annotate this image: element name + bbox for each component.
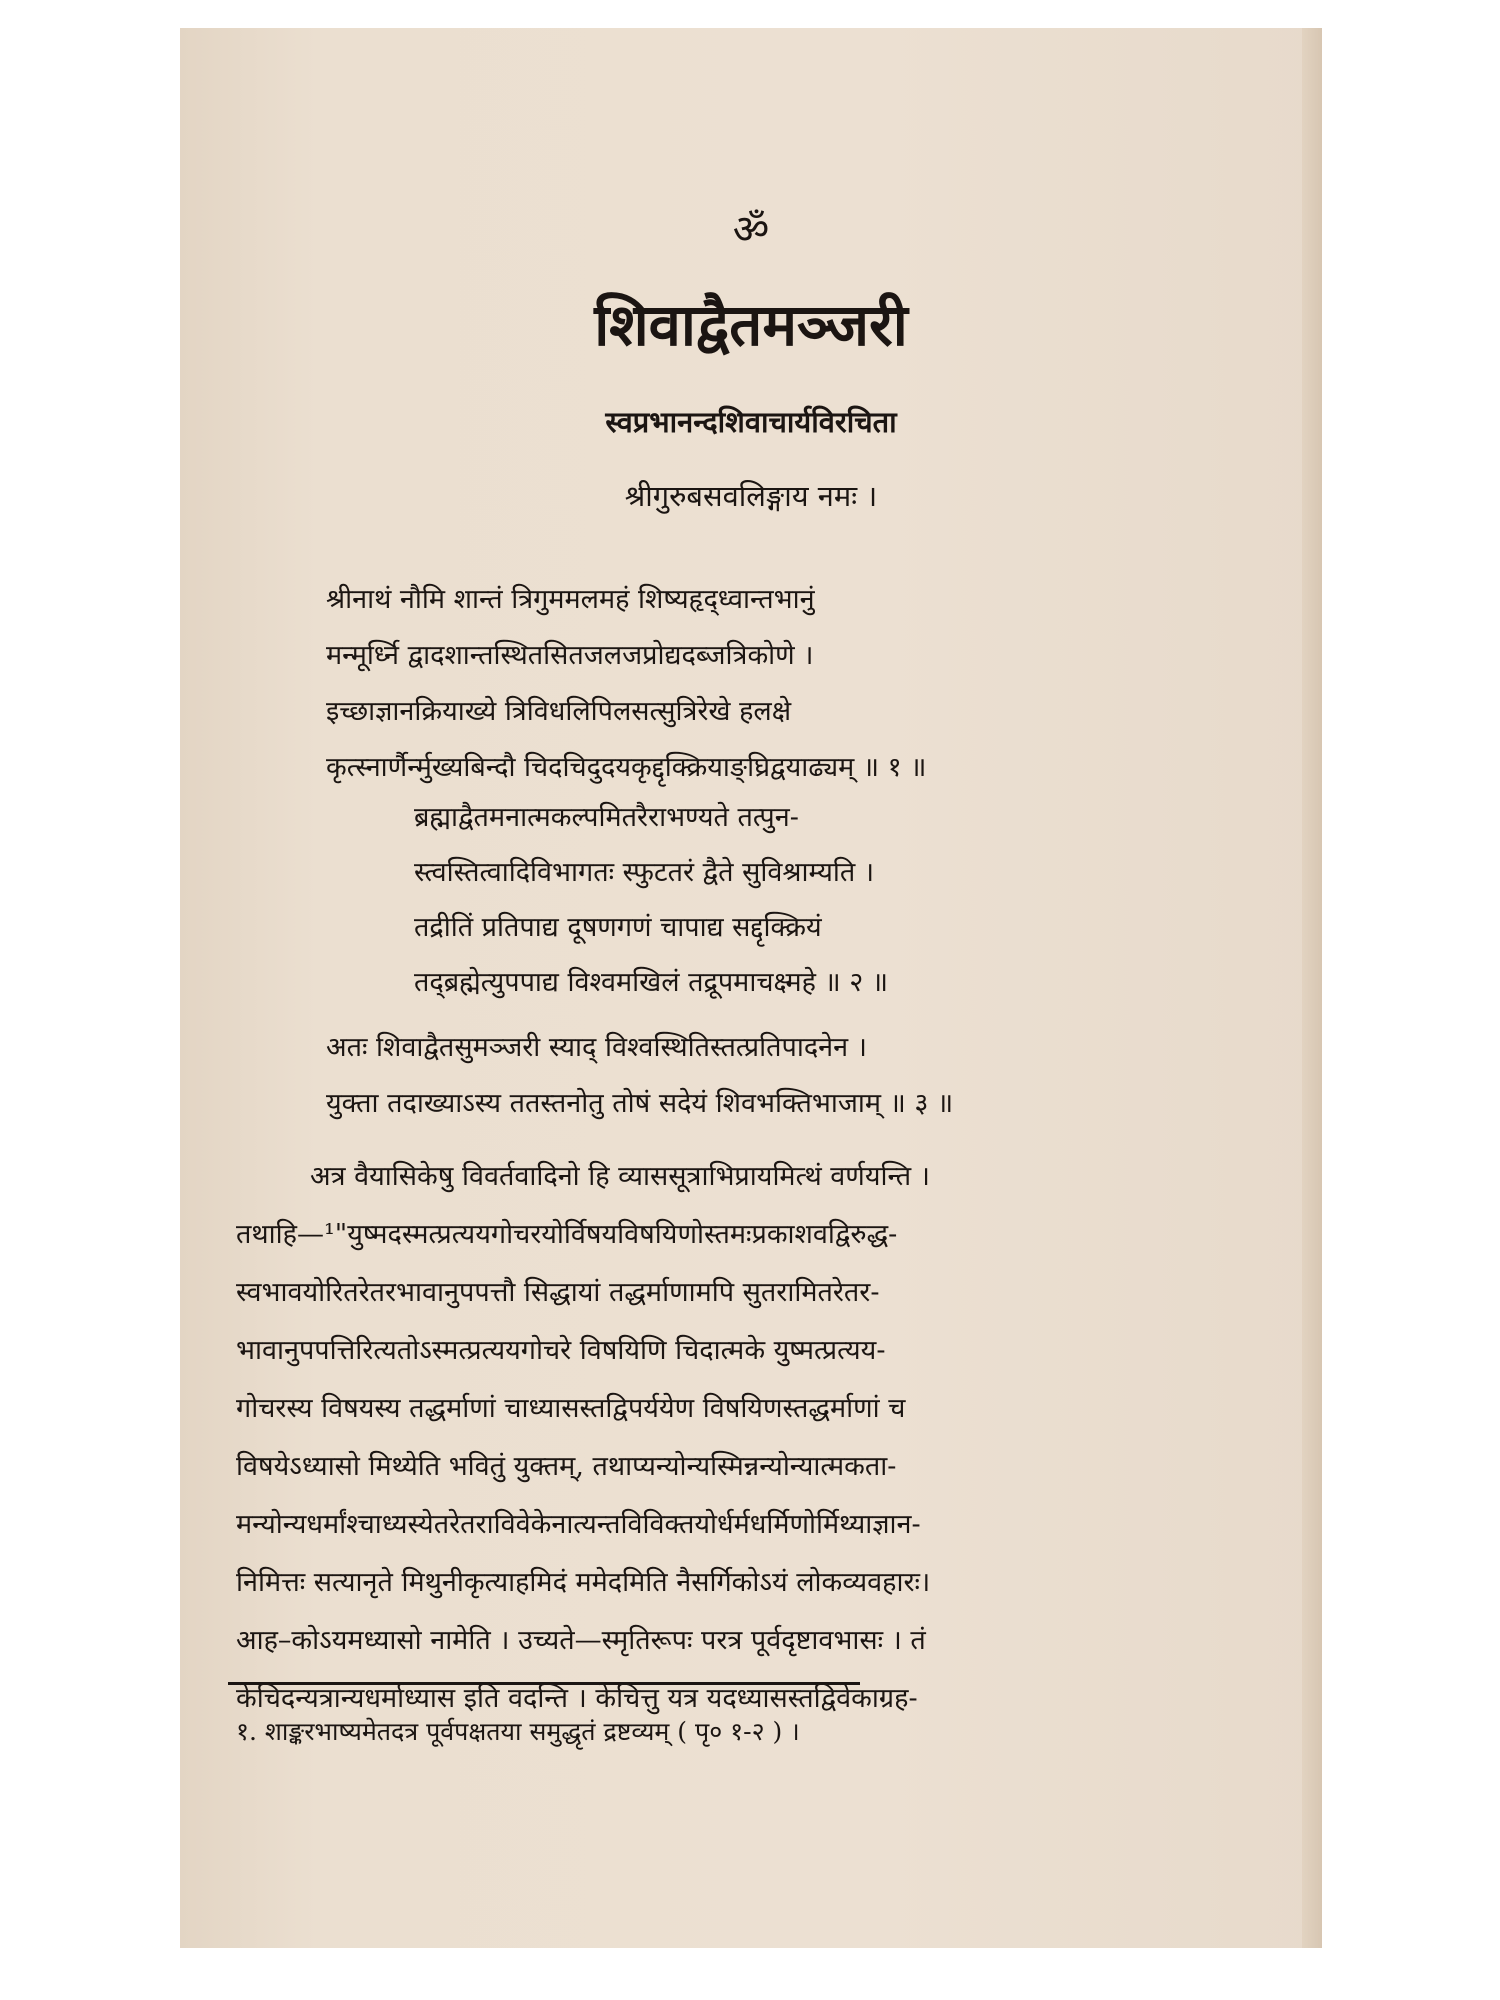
prose-line: गोचरस्य विषयस्य तद्धर्माणां चाध्यासस्तद्विपर्ययेण विषयिणस्तद्धर्माणां च <box>236 1393 906 1424</box>
prose-line: आह–कोऽयमध्यासो नामेति । उच्यते—स्मृतिरूपः परत्र पूर्वदृष्टावभासः । तं <box>236 1625 926 1656</box>
prose-line: मन्योन्यधर्मांश्चाध्यस्येतरेतराविवेकेनात्यन्तविविक्तयोर्धर्मधर्मिणोर्मिथ्याज्ञान- <box>236 1509 921 1540</box>
verse-line: स्त्वस्तित्वादिविभागतः स्फुटतरं द्वैते सुविश्राम्यति । <box>414 857 875 888</box>
footnote-divider <box>228 1682 860 1685</box>
invocation-line: श्रीगुरुबसवलिङ्गाय नमः । <box>624 479 878 513</box>
verse-3 <box>326 1020 953 1132</box>
verse-line: ब्रह्माद्वैतमनात्मकल्पमितरैराभण्यते तत्पुन- <box>414 802 799 833</box>
om-symbol: ॐ <box>732 207 770 253</box>
page-title: शिवाद्वैतमञ्जरी <box>594 291 908 359</box>
verse-line: मन्मूर्ध्नि द्वादशान्तस्थितसितजलजप्रोद्यदब्जत्रिकोणे । <box>326 640 814 671</box>
prose-line: तथाहि—¹"युष्मदस्मत्प्रत्ययगोचरयोर्विषयविषयिणोस्तमःप्रकाशवद्विरुद्ध- <box>236 1219 898 1250</box>
prose-line: अत्र वैयासिकेषु विवर्तवादिनो हि व्याससूत्राभिप्रायमित्थं वर्णयन्ति । <box>310 1161 931 1192</box>
verse-line: युक्ता तदाख्याऽस्य ततस्तनोतु तोषं सदेयं शिवभक्तिभाजाम् ॥ ३ ॥ <box>326 1088 954 1119</box>
prose-line: भावानुपपत्तिरित्यतोऽस्मत्प्रत्ययगोचरे विषयिणि चिदात्मके युष्मत्प्रत्यय- <box>236 1335 886 1366</box>
footnote: १. शाङ्करभाष्यमेतदत्र पूर्वपक्षतया समुद्धृतं द्रष्टव्यम् ( पृ० १-२ ) । <box>236 1717 800 1746</box>
prose-line: केचिदन्यत्रान्यधर्माध्यास इति वदन्ति । केचित्तु यत्र यदध्यासस्तद्विवेकाग्रह- <box>236 1683 918 1714</box>
verse-line: तद्रीतिं प्रतिपाद्य दूषणगणं चापाद्य सद्दृक्क्रियं <box>414 912 822 943</box>
verse-line: इच्छाज्ञानक्रियाख्ये त्रिविधलिपिलसत्सुत्रिरेखे हलक्षे <box>326 696 792 727</box>
verse-1 <box>326 572 926 796</box>
verse-line: अतः शिवाद्वैतसुमञ्जरी स्याद् विश्वस्थितिस्तत्प्रतिपादनेन । <box>326 1032 867 1063</box>
verse-line: श्रीनाथं नौमि शान्तं त्रिगुममलमहं शिष्यहृद्ध्वान्तभानुं <box>326 584 815 615</box>
verse-line: कृत्स्नार्णैर्न्मुख्यबिन्दौ चिदचिदुदयकृद्दृक्क्रियाङ्घ्रिद्वयाढ्यम् ॥ १ ॥ <box>326 752 927 783</box>
book-page <box>180 28 1322 1948</box>
prose-line: स्वभावयोरितरेतरभावानुपपत्तौ सिद्धायां तद्धर्माणामपि सुतरामितरेतर- <box>236 1277 880 1308</box>
verse-2 <box>414 790 888 1010</box>
prose-line: निमित्तः सत्यानृते मिथुनीकृत्याहमिदं ममेदमिति नैसर्गिकोऽयं लोकव्यवहारः। <box>236 1567 931 1598</box>
verse-line: तद्ब्रह्मेत्युपपाद्य विश्वमखिलं तद्रूपमाचक्ष्महे ॥ २ ॥ <box>414 967 889 998</box>
author-line: स्वप्रभानन्दशिवाचार्यविरचिता <box>605 405 897 439</box>
prose-paragraph <box>236 1148 1274 1728</box>
prose-line: विषयेऽध्यासो मिथ्येति भवितुं युक्तम्, तथाप्यन्योन्यस्मिन्नन्योन्यात्मकता- <box>236 1451 897 1482</box>
